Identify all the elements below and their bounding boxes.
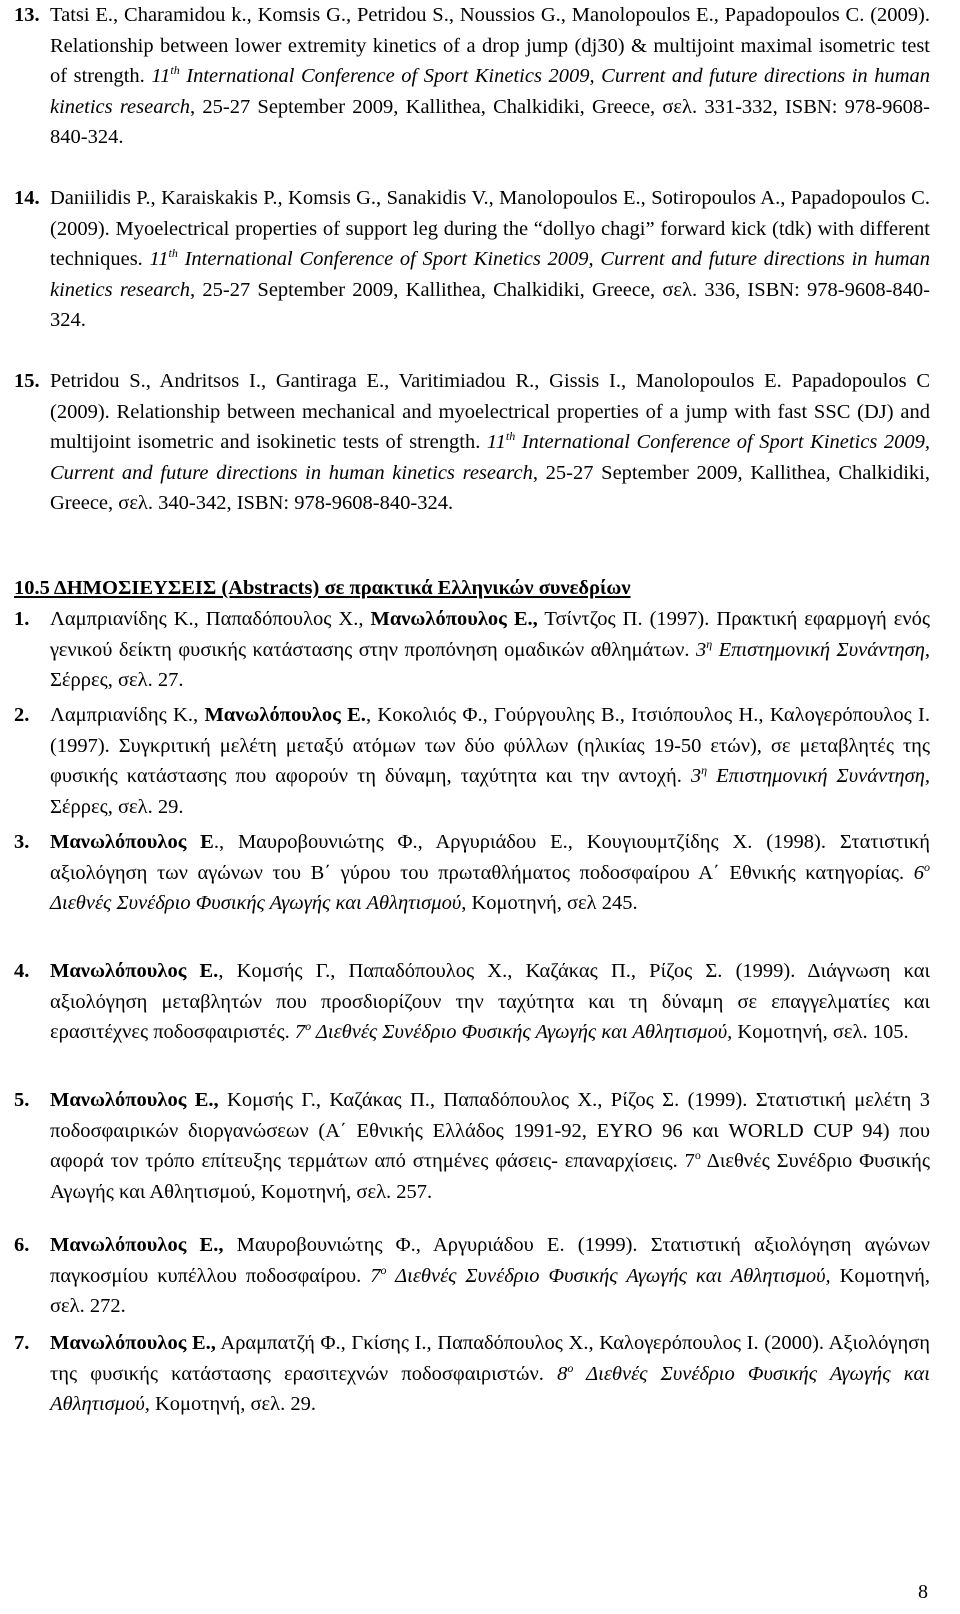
conference-name: Επιστημονική Συνάντηση — [712, 638, 925, 661]
reference-body — [50, 956, 930, 1048]
reference-authors-title: Petridou S., Andritsos I., Gantiraga E., Varitimiadou R., Gissis I., Manolopoulos E. Papadopoulos C (2009). Relationship between mechanical and myoelectrical properties of a jump with fast SSC (DJ) and multijoint isometric and isokinetic tests of strength. — [50, 370, 930, 453]
reference-pre: Λαμπριανίδης Κ., Παπαδόπουλος Χ., — [50, 608, 371, 630]
conference-name: Επιστημονική Συνάντηση, — [707, 765, 930, 787]
ordinal-suffix: ο — [380, 1262, 387, 1277]
reference-body — [50, 1085, 930, 1207]
reference-tail: Διεθνές Συνέδριο Φυσικής Αγωγής και Αθλητισμού, Κομοτηνή, σελ. 257. — [50, 1150, 930, 1203]
reference-number: 7. — [14, 1332, 30, 1354]
greek-reference-2 — [14, 700, 930, 822]
ordinal-suffix: η — [706, 636, 713, 651]
reference-highlight-author: Μανωλόπουλος Ε. — [204, 704, 366, 726]
reference-number: 14. — [14, 187, 40, 209]
ordinal-suffix: th — [170, 63, 180, 78]
reference-highlight-author: Μανωλόπουλος Ε. — [50, 960, 219, 982]
reference-post: ., Μαυροβουνιώτης Φ., Αργυριάδου Ε., Κουγιουμτζίδης Χ. (1998). Στατιστική αξιολόγηση των αγώνων του Β΄ γύρου του πρωταθλήματος ποδοσφαίρου Α΄ Εθνικής κατηγορίας. — [50, 831, 930, 884]
reference-tail: Κομοτηνή, σελ. 272. — [50, 1264, 930, 1317]
reference-tail: Σέρρες, σελ. 29. — [50, 795, 184, 818]
reference-body — [50, 1328, 930, 1420]
reference-post: Μαυροβουνιώτης Φ., Αργυριάδου Ε. (1999). Στατιστική αξιολόγηση αγώνων παγκοσμίου κυπέλλου ποδοσφαίρου. — [50, 1234, 930, 1287]
reference-body — [50, 366, 930, 519]
section-heading: 10.5 ΔΗΜΟΣΙΕΥΣΕΙΣ (Abstracts) σε πρακτικά Ελληνικών συνεδρίων — [14, 577, 631, 599]
greek-reference-6 — [14, 1230, 930, 1322]
reference-tail: , 25-27 September 2009, Kallithea, Chalkidiki, Greece, σελ. 340-342, ISBN: 978-9608-840-324. — [50, 461, 931, 514]
conference-name: Διεθνές Συνέδριο Φυσικής Αγωγής και Αθλητισμού, — [50, 1362, 930, 1415]
reference-post: , Κοκολιός Φ., Γούργουλης Β., Ιτσιόπουλος Η., Καλογερόπουλος Ι. (1997). Συγκριτική μελέτη μεταξύ ατόμων των δύο φύλλων (ηλικίας 19-50 ετών), σε μεταβλητές της φυσικής κατάστασης που αφορούν τη δύναμη, ταχύτητα και την αντοχή. — [50, 704, 930, 787]
reference-number: 15. — [14, 370, 40, 392]
conference-ordinal: 7 — [294, 1021, 306, 1043]
reference-authors-title: Daniilidis P., Karaiskakis P., Komsis G., Sanakidis V., Manolopoulos E., Sotiropoulos A., Papadopoulos C. (2009). Myoelectrical properties of support leg during the “dollyo chagi” forward kick (tdk) with different techniques. — [50, 187, 930, 270]
greek-reference-5 — [14, 1085, 930, 1207]
reference-body — [50, 700, 930, 822]
reference-body — [50, 183, 930, 336]
reference-number: 4. — [14, 960, 30, 982]
reference-entry-15 — [14, 366, 930, 519]
conference-ordinal: 11 — [486, 431, 506, 453]
conference-name: International Conference of Sport Kinetics 2009, Current and future directions in human kinetics research — [50, 431, 930, 484]
reference-number: 2. — [14, 704, 30, 726]
reference-tail: , Σέρρες, σελ. 27. — [50, 638, 930, 691]
conference-ordinal: 8 — [557, 1362, 568, 1385]
conference-ordinal: 7 — [370, 1264, 381, 1287]
conference-ordinal: 3 — [690, 765, 702, 787]
greek-reference-3 — [14, 827, 930, 919]
ordinal-suffix: th — [168, 246, 178, 261]
greek-reference-7 — [14, 1328, 930, 1420]
ordinal-suffix: ο — [924, 859, 930, 874]
reference-tail: Κομοτηνή, σελ. 105. — [732, 1021, 909, 1043]
reference-post: Τσίντζος Π. (1997). Πρακτική εφαρμογή ενός γενικού δείκτη φυσικής κατάστασης στην προπόνηση ομαδικών αθλημάτων. — [50, 608, 930, 661]
greek-reference-4 — [14, 956, 930, 1048]
reference-tail: , 25-27 September 2009, Kallithea, Chalkidiki, Greece, σελ. 331-332, ISBN: 978-9608-840-324. — [50, 95, 931, 148]
conference-name: Διεθνές Συνέδριο Φυσικής Αγωγής και Αθλητισμού, — [386, 1264, 831, 1287]
conference-ordinal: 3 — [695, 638, 707, 661]
ordinal-suffix: η — [701, 763, 708, 778]
reference-entry-13 — [14, 0, 930, 153]
reference-tail: Κομοτηνή, σελ. 29. — [149, 1393, 316, 1415]
ordinal-suffix: ο — [694, 1148, 701, 1163]
conference-name: Διεθνές Συνέδριο Φυσικής Αγωγής και Αθλητισμού, — [311, 1021, 733, 1043]
reference-number: 5. — [14, 1089, 30, 1111]
conference-name: International Conference of Sport Kinetics 2009, Current and future directions in human kinetics research — [50, 248, 931, 301]
greek-reference-1 — [14, 604, 930, 696]
reference-body — [50, 1230, 930, 1322]
conference-name: International Conference of Sport Kinetics 2009, Current and future directions in human kinetics research — [50, 65, 931, 118]
ordinal-suffix: th — [505, 429, 516, 444]
conference-name: Διεθνές Συνέδριο Φυσικής Αγωγής και Αθλητισμού — [50, 892, 462, 914]
reference-pre: Λαμπριανίδης Κ., — [50, 704, 205, 726]
reference-body — [50, 827, 930, 919]
reference-number: 1. — [14, 608, 30, 630]
ordinal-suffix: ο — [567, 1360, 574, 1375]
reference-number: 3. — [14, 831, 30, 853]
reference-tail: , 25-27 September 2009, Kallithea, Chalkidiki, Greece, σελ. 336, ISBN: 978-9608-840-324. — [50, 278, 931, 331]
conference-ordinal: 11 — [151, 65, 171, 87]
reference-highlight-author: Μανωλόπουλος Ε., — [50, 1234, 224, 1256]
reference-authors-title: Tatsi E., Charamidou k., Komsis G., Petridou S., Noussios G., Manolopoulos E., Papadopoulos C. (2009). Relationship between lower extremity kinetics of a drop jump (dj30) & multijoint maximal isometric test of strength. — [50, 4, 930, 87]
reference-body — [50, 604, 930, 696]
reference-highlight-author: Μανωλόπουλος Ε — [50, 831, 214, 853]
reference-highlight-author: Μανωλόπουλος Ε., — [50, 1332, 216, 1354]
reference-number: 6. — [14, 1234, 30, 1256]
reference-post: Αραμπατζή Φ., Γκίσης Ι., Παπαδόπουλος Χ., Καλογερόπουλος Ι. (2000). Αξιολόγηση της φυσικής κατάστασης ερασιτεχνών ποδοσφαιριστών. — [50, 1332, 930, 1385]
reference-tail: , Κομοτηνή, σελ 245. — [461, 892, 638, 914]
reference-entry-14 — [14, 183, 930, 336]
conference-ordinal: 11 — [149, 248, 169, 270]
reference-number: 13. — [14, 4, 40, 26]
reference-highlight-author: Μανωλόπουλος Ε., — [50, 1089, 219, 1111]
reference-highlight-author: Μανωλόπουλος Ε., — [370, 608, 538, 630]
conference-ordinal: 6 — [913, 861, 924, 884]
page-number: 8 — [918, 1581, 928, 1603]
reference-post: , Κομσής Γ., Παπαδόπουλος Χ., Καζάκας Π., Ρίζος Σ. (1999). Διάγνωση και αξιολόγηση μεταβλητών που προσδιορίζουν την ταχύτητα και τη δύναμη σε επαγγελματίες και ερασιτέχνες ποδοσφαιριστές. — [50, 960, 930, 1043]
reference-body — [50, 0, 930, 153]
ordinal-suffix: ο — [305, 1019, 312, 1034]
reference-post: Κομσής Γ., Καζάκας Π., Παπαδόπουλος Χ., Ρίζος Σ. (1999). Στατιστική μελέτη 3 ποδοσφαιρικών διοργανώσεων (Α΄ Εθνικής Ελλάδος 1991-92, EYRO 96 και WORLD CUP 94) που αφορά τον τρόπο επίτευξης τερμάτων από στημένες φάσεις- επαναρχίσεις. 7 — [50, 1089, 930, 1172]
